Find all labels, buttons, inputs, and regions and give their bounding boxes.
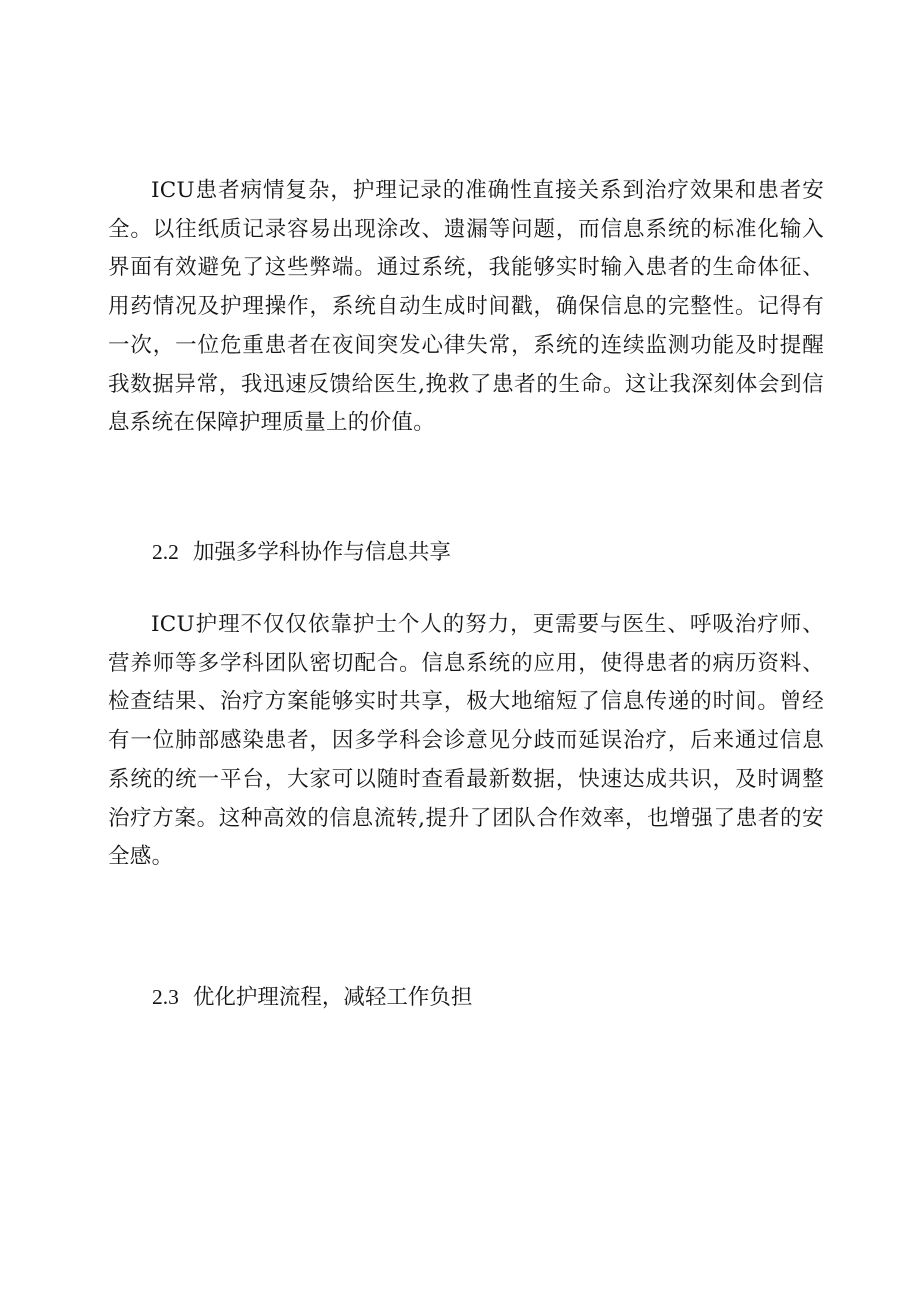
paragraph-text: ICU患者病情复杂，护理记录的准确性直接关系到治疗效果和患者安全。以往纸质记录容易出现涂改、遗漏等问题，而信息系统的标准化输入界面有效避免了这些弊端。通过系统，我能够实时输入患者的生命体征、用药情况及护理操作，系统自动生成时间戳，确保信息的完整性。记得有一次，一位危重患者在夜间突发心律失常，系统的连续监测功能及时提醒我数据异常，我迅速反馈给医生,挽救了患者的生命。这让我深刻体会到信息系统在保障护理质量上的价值。 — [108, 178, 824, 436]
section-heading-2-2 — [152, 537, 451, 568]
paragraph-text: ICU护理不仅仅依靠护士个人的努力，更需要与医生、呼吸治疗师、营养师等多学科团队密切配合。信息系统的应用，使得患者的病历资料、检查结果、治疗方案能够实时共享，极大地缩短了信息传递的时间。曾经有一位肺部感染患者，因多学科会诊意见分歧而延误治疗，后来通过信息系统的统一平台，大家可以随时查看最新数据，快速达成共识，及时调整治疗方案。这种高效的信息流转,提升了团队合作效率，也增强了患者的安全感。 — [108, 612, 824, 870]
section-heading-2-3 — [152, 982, 472, 1013]
section-number: 2.2 — [152, 540, 179, 564]
section-number: 2.3 — [152, 985, 179, 1009]
paragraph-icu-records — [108, 172, 824, 443]
section-title: 优化护理流程，减轻工作负担 — [192, 985, 473, 1010]
paragraph-multidisciplinary — [108, 606, 824, 877]
section-title: 加强多学科协作与信息共享 — [192, 540, 451, 565]
